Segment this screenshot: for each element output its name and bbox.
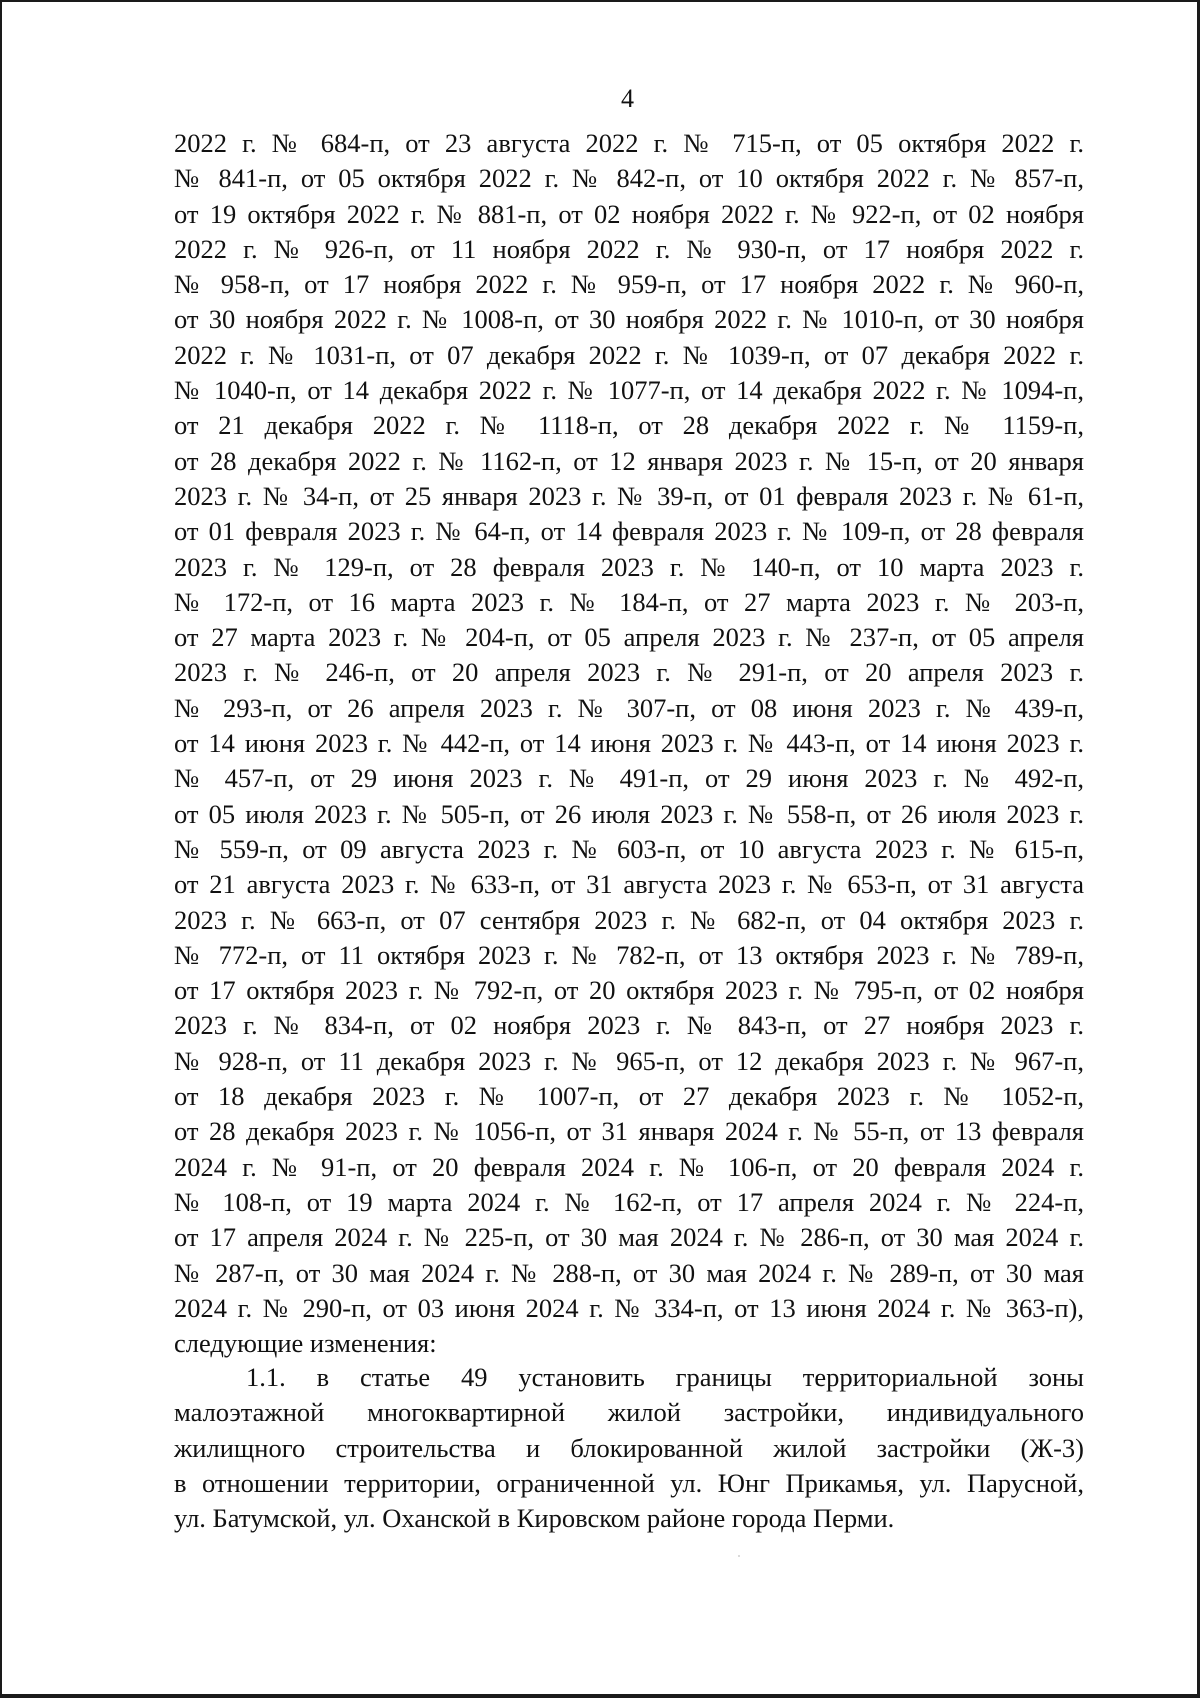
clause-line: в отношении территории, ограниченной ул. Юнг Прикамья, ул. Парусной,: [174, 1467, 1084, 1498]
text-line: 2024 г. № 290-п, от 03 июня 2024 г. № 334-п, от 13 июня 2024 г. № 363-п),: [174, 1292, 1084, 1323]
text-line: от 01 февраля 2023 г. № 64-п, от 14 февраля 2023 г. № 109-п, от 28 февраля: [174, 516, 1084, 547]
text-line: от 19 октября 2022 г. № 881-п, от 02 ноября 2022 г. № 922-п, от 02 ноября: [174, 198, 1084, 229]
clause-line: 1.1. в статье 49 установить границы территориальной зоны: [246, 1362, 1084, 1392]
text-line: от 28 декабря 2023 г. № 1056-п, от 31 января 2024 г. № 55-п, от 13 февраля: [174, 1116, 1084, 1147]
text-line-closing: следующие изменения:: [174, 1328, 437, 1359]
text-line: от 21 декабря 2022 г. № 1118-п, от 28 декабря 2022 г. № 1159-п,: [174, 410, 1084, 441]
text-line: от 21 августа 2023 г. № 633-п, от 31 августа 2023 г. № 653-п, от 31 августа: [174, 869, 1084, 900]
text-line: 2023 г. № 129-п, от 28 февраля 2023 г. № 140-п, от 10 марта 2023 г.: [174, 551, 1084, 582]
text-line: от 18 декабря 2023 г. № 1007-п, от 27 декабря 2023 г. № 1052-п,: [174, 1081, 1084, 1112]
text-line: от 27 марта 2023 г. № 204-п, от 05 апреля 2023 г. № 237-п, от 05 апреля: [174, 622, 1084, 653]
text-line: от 17 октября 2023 г. № 792-п, от 20 октября 2023 г. № 795-п, от 02 ноября: [174, 975, 1084, 1006]
clause-line: малоэтажной многоквартирной жилой застройки, индивидуального: [174, 1397, 1084, 1428]
text-line: от 30 ноября 2022 г. № 1008-п, от 30 ноября 2022 г. № 1010-п, от 30 ноября: [174, 304, 1084, 335]
scan-border-left: [0, 0, 2, 1698]
page-number: 4: [621, 84, 634, 113]
text-line: от 17 апреля 2024 г. № 225-п, от 30 мая 2024 г. № 286-п, от 30 мая 2024 г.: [174, 1222, 1084, 1253]
text-line: № 172-п, от 16 марта 2023 г. № 184-п, от 27 марта 2023 г. № 203-п,: [174, 586, 1084, 617]
text-line: № 1040-п, от 14 декабря 2022 г. № 1077-п, от 14 декабря 2022 г. № 1094-п,: [174, 375, 1084, 406]
clause-line: ул. Батумской, ул. Оханской в Кировском районе города Перми.: [174, 1503, 895, 1534]
text-line: 2024 г. № 91-п, от 20 февраля 2024 г. № 106-п, от 20 февраля 2024 г.: [174, 1151, 1084, 1182]
text-line: от 05 июля 2023 г. № 505-п, от 26 июля 2023 г. № 558-п, от 26 июля 2023 г.: [174, 798, 1084, 829]
text-line: от 14 июня 2023 г. № 442-п, от 14 июня 2023 г. № 443-п, от 14 июня 2023 г.: [174, 728, 1084, 759]
text-line: № 293-п, от 26 апреля 2023 г. № 307-п, от 08 июня 2023 г. № 439-п,: [174, 692, 1084, 723]
text-line: 2023 г. № 34-п, от 25 января 2023 г. № 39-п, от 01 февраля 2023 г. № 61-п,: [174, 480, 1084, 511]
text-line: № 559-п, от 09 августа 2023 г. № 603-п, от 10 августа 2023 г. № 615-п,: [174, 833, 1084, 864]
text-line: № 287-п, от 30 мая 2024 г. № 288-п, от 30 мая 2024 г. № 289-п, от 30 мая: [174, 1257, 1084, 1288]
text-line: № 841-п, от 05 октября 2022 г. № 842-п, от 10 октября 2022 г. № 857-п,: [174, 163, 1084, 194]
text-line: 2023 г. № 246-п, от 20 апреля 2023 г. № 291-п, от 20 апреля 2023 г.: [174, 657, 1084, 688]
amendments-list: [174, 126, 1084, 1361]
text-line: 2022 г. № 1031-п, от 07 декабря 2022 г. № 1039-п, от 07 декабря 2022 г.: [174, 339, 1084, 370]
text-line: № 928-п, от 11 декабря 2023 г. № 965-п, от 12 декабря 2023 г. № 967-п,: [174, 1045, 1084, 1076]
clause-1-1: [174, 1360, 1084, 1536]
text-line: 2023 г. № 663-п, от 07 сентября 2023 г. № 682-п, от 04 октября 2023 г.: [174, 904, 1084, 935]
clause-line: жилищного строительства и блокированной жилой застройки (Ж-3): [174, 1432, 1084, 1463]
text-line: 2022 г. № 926-п, от 11 ноября 2022 г. № 930-п, от 17 ноября 2022 г.: [174, 233, 1084, 264]
scan-border-top: [0, 0, 1200, 2]
text-line: 2023 г. № 834-п, от 02 ноября 2023 г. № 843-п, от 27 ноября 2023 г.: [174, 1010, 1084, 1041]
text-line: № 772-п, от 11 октября 2023 г. № 782-п, от 13 октября 2023 г. № 789-п,: [174, 939, 1084, 970]
text-line: № 108-п, от 19 марта 2024 г. № 162-п, от 17 апреля 2024 г. № 224-п,: [174, 1186, 1084, 1217]
text-line: 2022 г. № 684-п, от 23 августа 2022 г. № 715-п, от 05 октября 2022 г.: [174, 128, 1084, 158]
scan-speck: [738, 1555, 740, 1557]
scan-border-bottom: [0, 1694, 1200, 1698]
text-line: от 28 декабря 2022 г. № 1162-п, от 12 января 2023 г. № 15-п, от 20 января: [174, 445, 1084, 476]
text-line: № 457-п, от 29 июня 2023 г. № 491-п, от 29 июня 2023 г. № 492-п,: [174, 763, 1084, 794]
text-line: № 958-п, от 17 ноября 2022 г. № 959-п, от 17 ноября 2022 г. № 960-п,: [174, 269, 1084, 300]
